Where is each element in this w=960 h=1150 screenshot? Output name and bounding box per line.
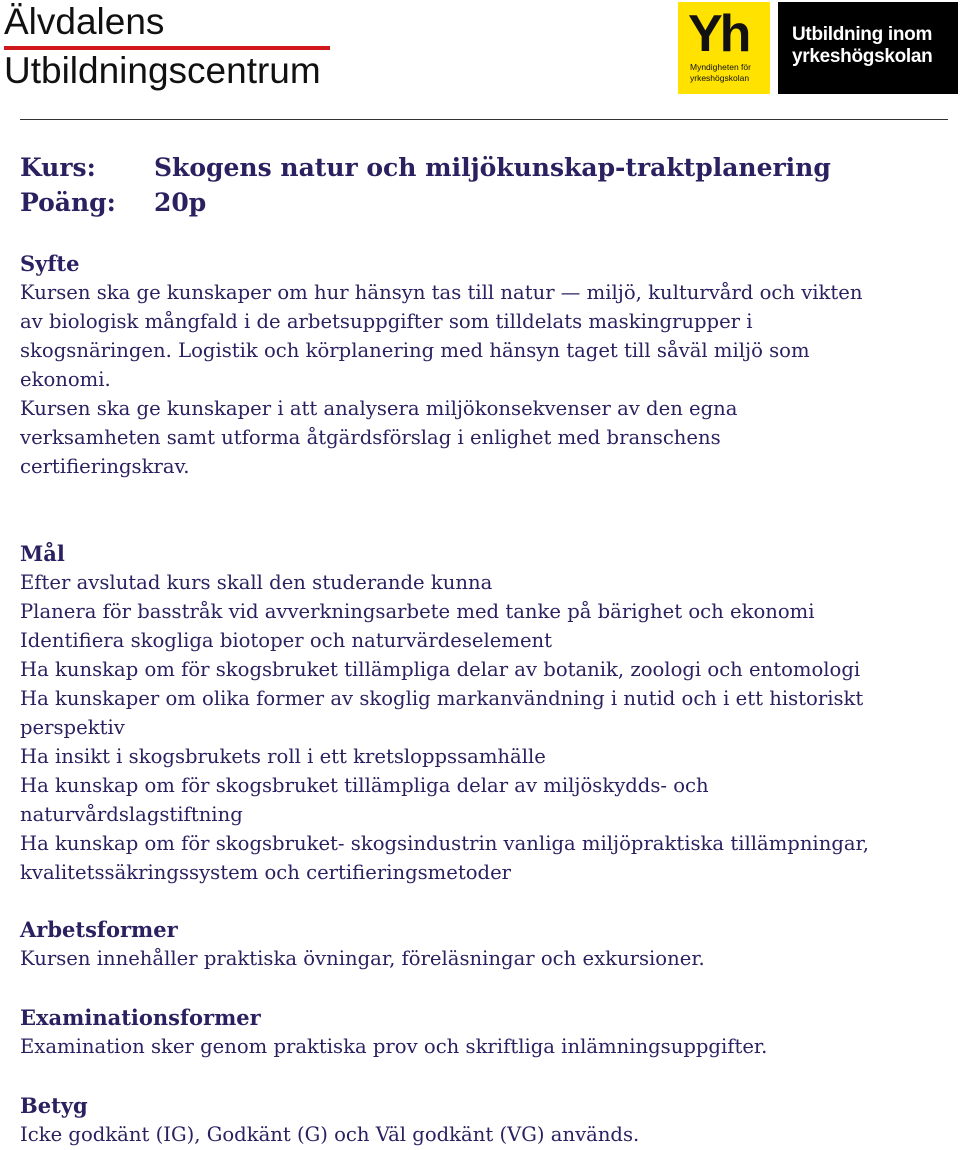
- betyg-section: [20, 1092, 940, 1149]
- syfte-section: [20, 250, 940, 481]
- betyg-text: Icke godkänt (IG), Godkänt (G) och Väl godkänt (VG) används.: [20, 1123, 640, 1146]
- logo-line-2: Utbildningscentrum: [4, 50, 321, 91]
- yh-logo-mark: Yh: [688, 5, 749, 63]
- mal-section: [20, 540, 940, 887]
- arbetsformer-heading: Arbetsformer: [20, 917, 178, 942]
- syfte-line: Kursen ska ge kunskaper om hur hänsyn tas till natur — miljö, kulturvård och vikten: [20, 281, 863, 304]
- mal-line: Ha kunskap om för skogsbruket tillämpliga delar av miljöskydds- och: [20, 774, 709, 797]
- syfte-line: av biologisk mångfald i de arbetsuppgifter som tilldelats maskingrupper i: [20, 310, 753, 333]
- yh-sub-line-2: yrkeshögskolan: [690, 73, 750, 83]
- syfte-line: ekonomi.: [20, 368, 111, 391]
- mal-line: Ha insikt i skogsbrukets roll i ett kretsloppssamhälle: [20, 745, 546, 768]
- syfte-heading: Syfte: [20, 251, 80, 276]
- logo-line-1: Älvdalens: [4, 1, 165, 42]
- mal-line: Efter avslutad kurs skall den studerande kunna: [20, 571, 493, 594]
- arbetsformer-section: [20, 916, 940, 973]
- course-title: Skogens natur och miljökunskap-traktplanering: [154, 153, 831, 182]
- points-label: Poäng:: [20, 188, 116, 217]
- mal-line: perspektiv: [20, 716, 125, 739]
- badge-line-1: Utbildning inom: [792, 24, 933, 45]
- examinationsformer-text: Examination sker genom praktiska prov och skriftliga inlämningsuppgifter.: [20, 1035, 768, 1058]
- points-value: 20p: [154, 188, 207, 217]
- syfte-line: certifieringskrav.: [20, 455, 190, 478]
- mal-line: Ha kunskaper om olika former av skoglig markanvändning i nutid och i ett historiskt: [20, 687, 864, 710]
- betyg-heading: Betyg: [20, 1093, 88, 1118]
- examinationsformer-section: [20, 1004, 940, 1061]
- badge-line-2: yrkeshögskolan: [792, 46, 933, 67]
- mal-line: Identifiera skogliga biotoper och naturvärdeselement: [20, 629, 553, 652]
- course-label: Kurs:: [20, 153, 96, 182]
- yh-logo-subtitle: [690, 62, 766, 84]
- yh-logo: [678, 2, 770, 94]
- header-divider: [20, 119, 948, 120]
- syfte-line: Kursen ska ge kunskaper i att analysera miljökonsekvenser av den egna: [20, 397, 738, 420]
- mal-line: Ha kunskap om för skogsbruket tillämpliga delar av botanik, zoologi och entomologi: [20, 658, 861, 681]
- arbetsformer-text: Kursen innehåller praktiska övningar, föreläsningar och exkursioner.: [20, 947, 705, 970]
- yrkeshogskolan-badge: [778, 2, 958, 94]
- mal-line: Planera för basstråk vid avverkningsarbete med tanke på bärighet och ekonomi: [20, 600, 815, 623]
- syfte-line: skogsnäringen. Logistik och körplanering med hänsyn taget till såväl miljö som: [20, 339, 810, 362]
- mal-heading: Mål: [20, 541, 65, 566]
- mal-line: naturvårdslagstiftning: [20, 803, 243, 826]
- examinationsformer-heading: Examinationsformer: [20, 1005, 261, 1030]
- mal-line: Ha kunskap om för skogsbruket- skogsindustrin vanliga miljöpraktiska tillämpningar,: [20, 832, 869, 855]
- alvdalens-logo: [4, 2, 334, 102]
- syfte-line: verksamheten samt utforma åtgärdsförslag i enlighet med branschens: [20, 426, 721, 449]
- yh-sub-line-1: Myndigheten för: [690, 62, 751, 72]
- mal-line: kvalitetssäkringssystem och certifieringsmetoder: [20, 861, 512, 884]
